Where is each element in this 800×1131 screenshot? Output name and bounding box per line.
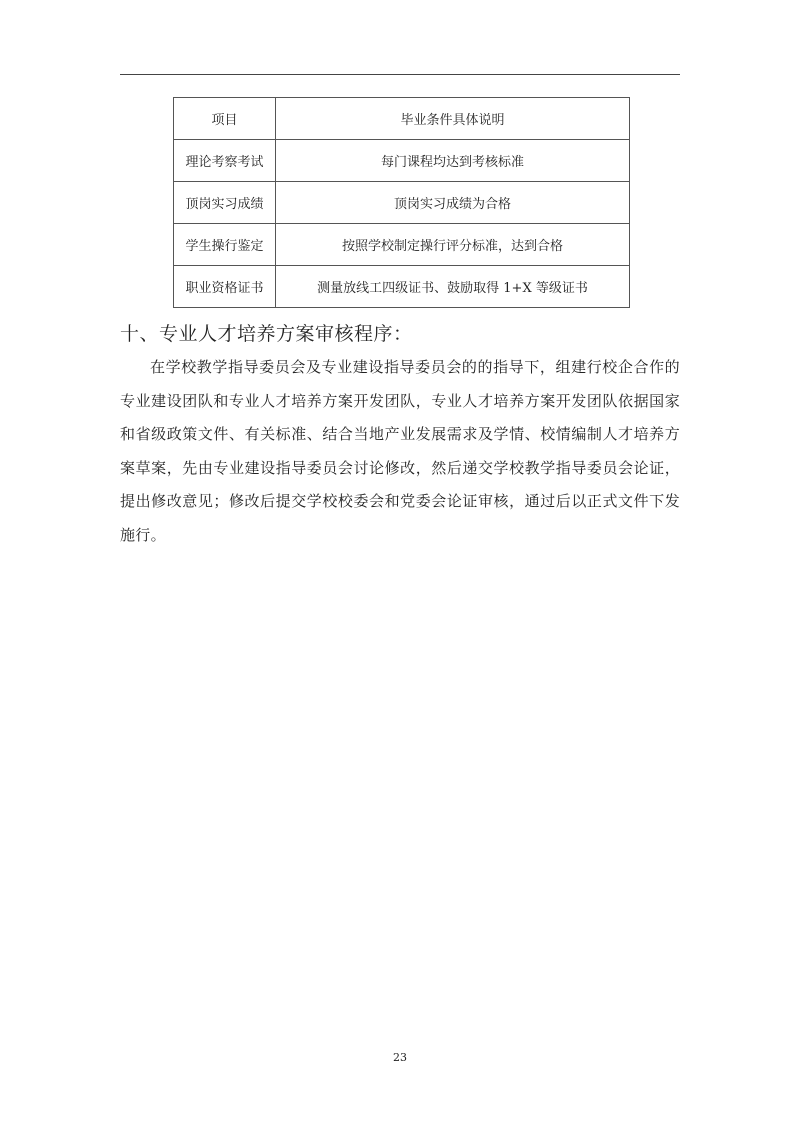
table-row [174, 140, 630, 182]
page-number: 23 [393, 1051, 407, 1064]
table-cell-item: 顶岗实习成绩 [174, 182, 276, 224]
header-rule [120, 74, 680, 75]
graduation-requirements-table [173, 97, 630, 308]
table-header-item: 项目 [174, 98, 276, 140]
table-cell-item: 学生操行鉴定 [174, 224, 276, 266]
table-cell-description: 每门课程均达到考核标准 [276, 140, 630, 182]
table-cell-item: 理论考察考试 [174, 140, 276, 182]
table-row [174, 266, 630, 308]
table-header-description: 毕业条件具体说明 [276, 98, 630, 140]
section-paragraph: 在学校教学指导委员会及专业建设指导委员会的的指导下，组建行校企合作的专业建设团队和专业人才培养方案开发团队，专业人才培养方案开发团队依据国家和省级政策文件、有关标准、结合当地产业发展需求及学情、校情编制人才培养方案草案，先由专业建设指导委员会讨论修改，然后递交学校教学指导委员会论证，提出修改意见；修改后提交学校校委会和党委会论证审核，通过后以正式文件下发施行。 [120, 358, 680, 544]
table-row [174, 224, 630, 266]
table-cell-description: 测量放线工四级证书、鼓励取得 1+X 等级证书 [276, 266, 630, 308]
table-cell-description: 按照学校制定操行评分标准，达到合格 [276, 224, 630, 266]
section-title: 十、专业人才培养方案审核程序： [120, 323, 413, 345]
table-row [174, 182, 630, 224]
table-cell-item: 职业资格证书 [174, 266, 276, 308]
table-cell-description: 顶岗实习成绩为合格 [276, 182, 630, 224]
table-header-row [174, 98, 630, 140]
